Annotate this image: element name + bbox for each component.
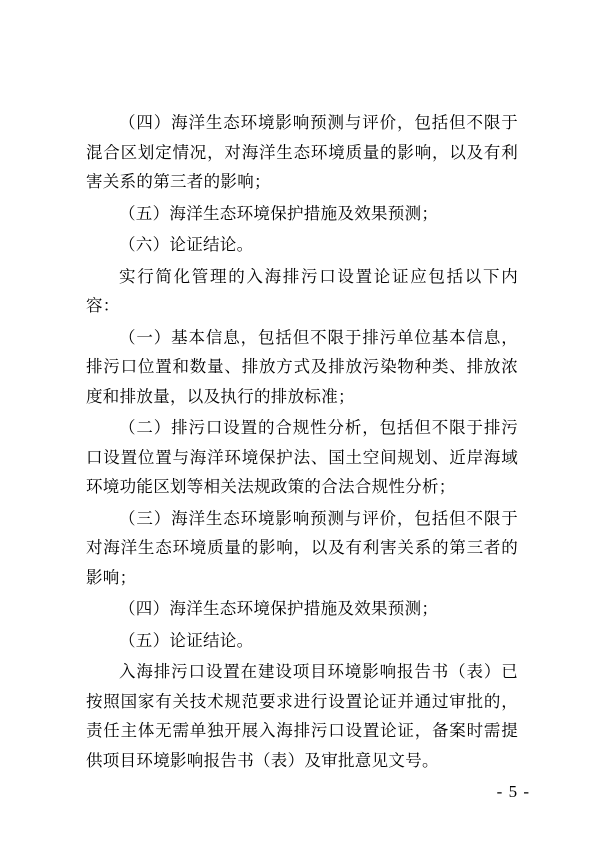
paragraph-item-2-compliance-analysis: （二）排污口设置的合规性分析，包括但不限于排污口设置位置与海洋环境保护法、国土空间规划、近岸海域环境功能区划等相关法规政策的合法合规性分析； (86, 418, 518, 496)
page-number: - 5 - (496, 782, 530, 801)
paragraph-item-4-protection-measures: （四）海洋生态环境保护措施及效果预测； (119, 599, 439, 618)
paragraph-simplified-management-intro: 实行简化管理的入海排污口设置论证应包括以下内容： (86, 266, 518, 315)
paragraph-item-1-basic-info: （一）基本信息，包括但不限于排污单位基本信息，排污口位置和数量、排放方式及排放污染物种类、排放浓度和排放量，以及执行的排放标准； (86, 327, 518, 406)
paragraph-eia-report-exemption: 入海排污口设置在建设项目环境影响报告书（表）已按照国家有关技术规范要求进行设置论证并通过审批的，责任主体无需单独开展入海排污口设置论证，备案时需提供项目环境影响报告书（表）及审批意见文号。 (86, 662, 518, 770)
paragraph-item-5-conclusion: （五）论证结论。 (119, 630, 254, 650)
paragraph-item-5-protection-measures: （五）海洋生态环境保护措施及效果预测； (119, 203, 439, 223)
paragraph-item-3-impact-prediction: （三）海洋生态环境影响预测与评价，包括但不限于对海洋生态环境质量的影响，以及有利害关系的第三者的影响； (86, 508, 518, 587)
document-body (86, 108, 518, 777)
paragraph-item-6-conclusion: （六）论证结论。 (119, 235, 254, 254)
paragraph-item-4-impact-prediction: （四）海洋生态环境影响预测与评价，包括但不限于混合区划定情况，对海洋生态环境质量的影响，以及有利害关系的第三者的影响； (86, 113, 518, 191)
